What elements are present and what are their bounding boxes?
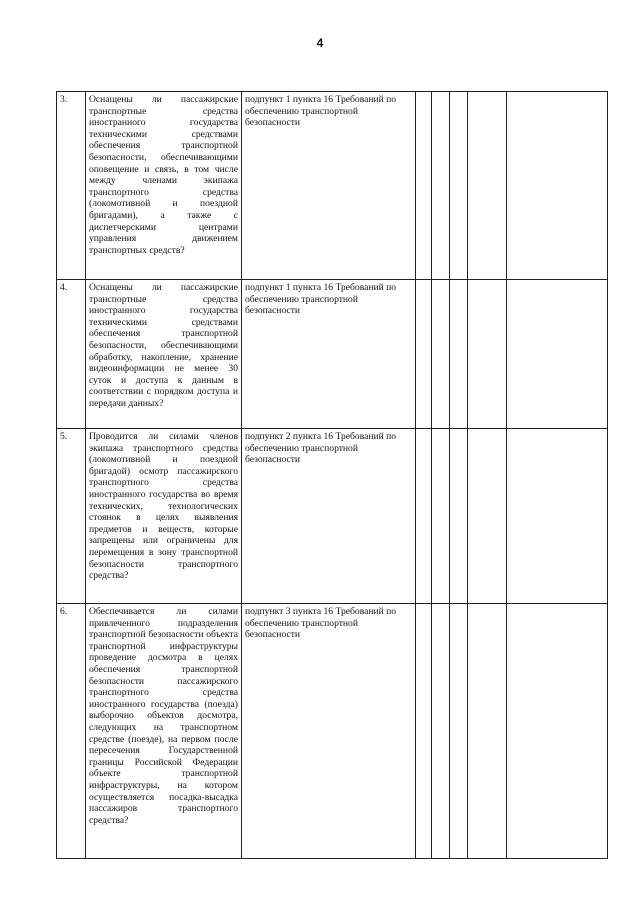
answer-na-cell [450, 92, 468, 280]
table-row [57, 429, 608, 604]
table-row [57, 280, 608, 429]
answer-no-cell [432, 604, 450, 859]
notes-cell [507, 280, 608, 429]
answer-yes-cell [416, 280, 432, 429]
question-cell: Оснащены ли пассажирские транспортные средства иностранного государства техническими средствами обеспечения транспортной безопасности, обеспечивающими оповещение и связь, в том числе между членами экипажа транспортного средства (локомотивной и поездной бригадами), а также с диспетчерскими центрами управления движением транспортных средств? [86, 92, 242, 280]
row-number: 6. [57, 604, 86, 859]
table-row [57, 604, 608, 859]
answer-na-cell [450, 604, 468, 859]
row-number: 3. [57, 92, 86, 280]
empty-cell [468, 604, 507, 859]
question-cell: Оснащены ли пассажирские транспортные средства иностранного государства техническими средствами обеспечения транспортной безопасности, обеспечивающими обработку, накопление, хранение видеоинформации не менее 30 суток и доступа к данным в соответствии с порядком доступа и передачи данных? [86, 280, 242, 429]
reference-cell: подпункт 2 пункта 16 Требований по обеспечению транспортной безопасности [242, 429, 416, 604]
answer-no-cell [432, 280, 450, 429]
answer-na-cell [450, 429, 468, 604]
answer-no-cell [432, 92, 450, 280]
answer-yes-cell [416, 92, 432, 280]
answer-na-cell [450, 280, 468, 429]
notes-cell [507, 604, 608, 859]
reference-cell: подпункт 3 пункта 16 Требований по обеспечению транспортной безопасности [242, 604, 416, 859]
page-number: 4 [316, 36, 324, 50]
empty-cell [468, 280, 507, 429]
row-number: 5. [57, 429, 86, 604]
checklist-table [56, 91, 608, 859]
empty-cell [468, 92, 507, 280]
notes-cell [507, 92, 608, 280]
answer-yes-cell [416, 429, 432, 604]
reference-cell: подпункт 1 пункта 16 Требований по обеспечению транспортной безопасности [242, 280, 416, 429]
table-row [57, 92, 608, 280]
question-cell: Проводится ли силами членов экипажа транспортного средства (локомотивной и поездной бригадой) осмотр пассажирского транспортного средства иностранного государства во время технических, технологических стоянок в целях выявления предметов и веществ, которые запрещены или ограничены для перемещения в зону транспортной безопасности транспортного средства? [86, 429, 242, 604]
question-cell: Обеспечивается ли силами привлеченного подразделения транспортной безопасности объекта транспортной инфраструктуры проведение досмотра в целях обеспечения транспортной безопасности пассажирского транспортного средства иностранного государства (поезда) выборочно объектов досмотра, следующих на транспортном средстве (поезде), на первом после пересечения Государственной границы Российской Федерации объекте транспортной инфраструктуры, на котором осуществляется посадка-высадка пассажиров транспортного средства? [86, 604, 242, 859]
answer-yes-cell [416, 604, 432, 859]
notes-cell [507, 429, 608, 604]
reference-cell: подпункт 1 пункта 16 Требований по обеспечению транспортной безопасности [242, 92, 416, 280]
row-number: 4. [57, 280, 86, 429]
empty-cell [468, 429, 507, 604]
answer-no-cell [432, 429, 450, 604]
